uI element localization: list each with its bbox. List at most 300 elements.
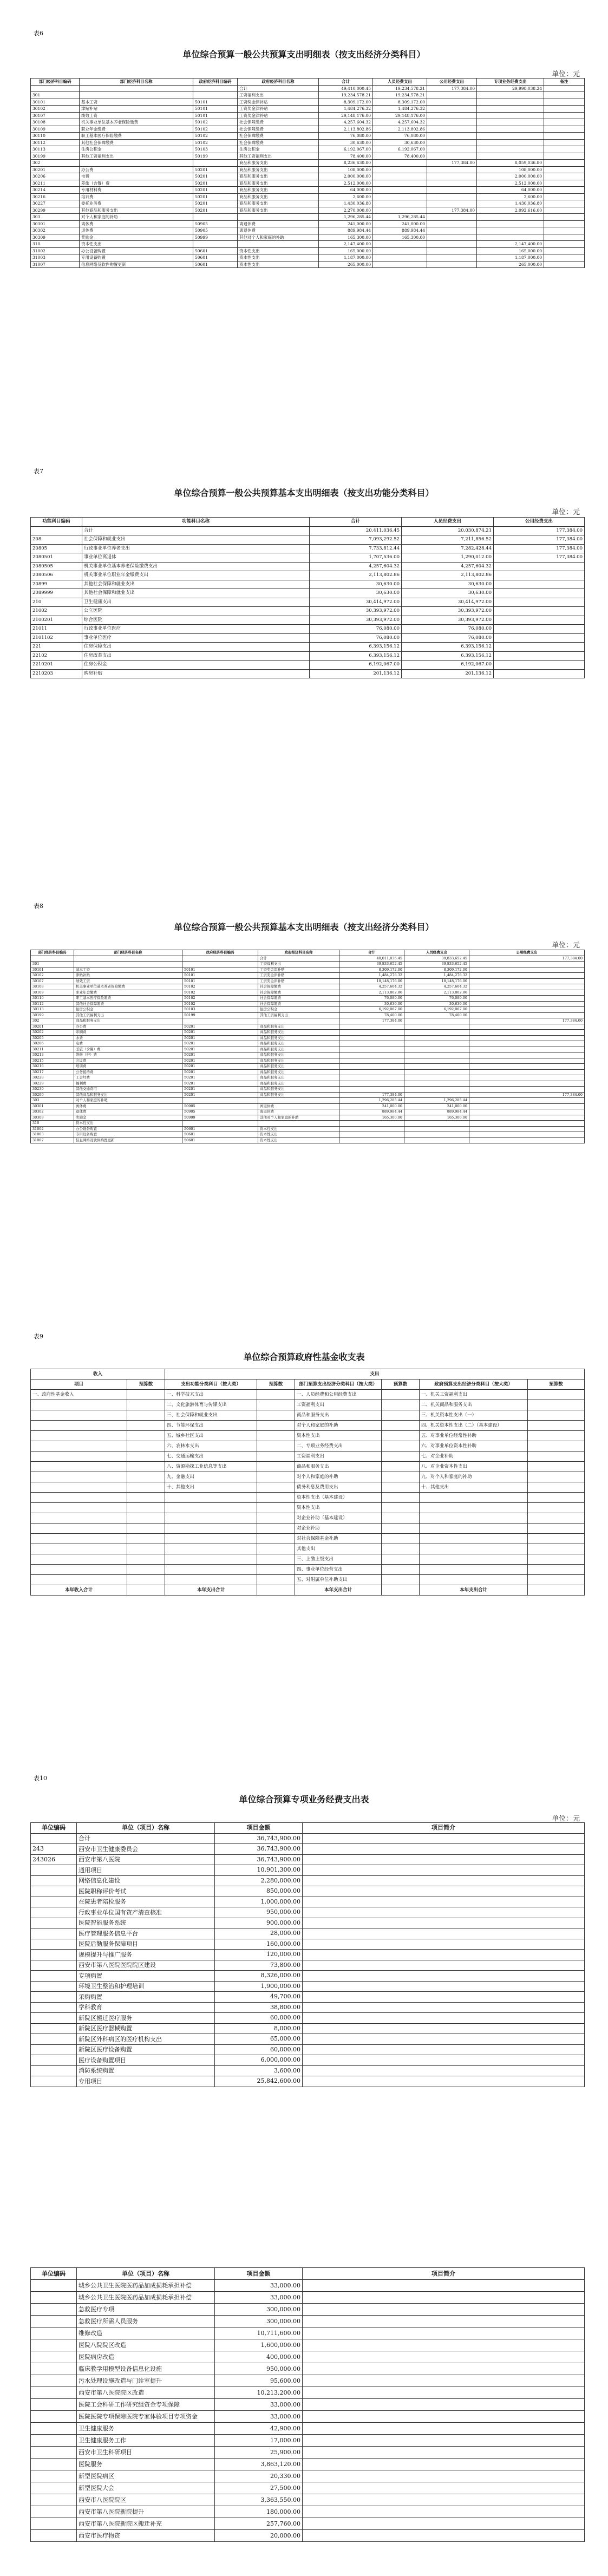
table-cell: 2,113,802.86 [402,571,494,580]
table-cell [469,984,585,990]
table-row [31,1544,585,1554]
total-expense-label: 本年支出合计 [420,1585,528,1596]
table-cell [544,200,585,207]
table-cell: 108,000.00 [319,166,373,173]
table-row [31,1493,585,1503]
column-header: 政府经济科目名称 [258,950,339,956]
table-cell: 行政事业单位国有资产清查核准 [77,1907,215,1918]
header-row [31,1379,585,1390]
table-cell: 300,000.00 [215,2304,303,2316]
table-cell: 商品和服务支出 [238,193,319,200]
table-cell [182,1098,258,1104]
table-cell: 30217 [31,1069,74,1075]
table-cell [257,1534,295,1544]
table-cell: 机关事业单位职业年金缴费支出 [82,571,310,580]
table-cell: 1,430,036.80 [319,200,373,207]
table-cell [127,1524,165,1534]
table-cell: 资本性支出 [258,1137,339,1143]
table-row [31,2363,585,2375]
table-cell: 30206 [31,173,80,180]
table-cell: 差旅（含餐）费 [74,1047,182,1052]
table-cell [494,616,585,625]
table-cell: 30299 [31,1092,74,1098]
table-row [31,580,585,589]
table-cell [427,227,477,234]
table-cell: 30206 [31,1041,74,1047]
table-cell [303,1897,585,1907]
table-cell [31,2055,77,2066]
table-row [31,2013,585,2024]
table-cell: 33,000.00 [215,2280,303,2292]
table-cell [404,1052,469,1058]
table-cell [127,1554,165,1565]
table-cell: 网络信息化建设 [77,1875,215,1886]
table-cell: 2210203 [31,669,82,678]
table-cell [528,1534,585,1544]
table-cell: 31007 [31,1137,74,1143]
table-cell: 50905 [193,220,238,227]
table-cell [544,126,585,133]
table-cell: 30113 [31,1007,74,1013]
table-cell [382,1554,420,1565]
table-cell: 一、科学技术支出 [165,1390,257,1400]
table-cell: 177,384.00 [469,956,585,962]
table-cell [544,119,585,126]
table-cell: 6,393,156.12 [310,651,402,661]
table-cell [238,241,319,248]
table-cell [303,2399,585,2411]
table-cell [165,1503,257,1513]
column-header: 部门经济科目编码 [31,950,74,956]
table-row [31,1939,585,1950]
table-cell: 一、机关工资福利支出 [420,1390,528,1400]
table-row [31,180,585,187]
table-cell [494,633,585,643]
table-cell: 1,600,000.00 [215,2339,303,2351]
table-cell [469,990,585,996]
table-cell: 21002 [31,607,82,616]
total-row [31,1585,585,1596]
table-cell: 243026 [31,1854,77,1865]
table-row [31,616,585,625]
column-header: 部门经济科目名称 [74,950,182,956]
income-group-header: 收入 [31,1369,165,1379]
table-row [31,1390,585,1400]
table-cell [382,1452,420,1462]
table-cell: 20,411,036.45 [310,526,402,535]
table-cell: 78,400.00 [404,1012,469,1018]
table-cell: 社会保障缴费 [258,996,339,1002]
table-cell: 1,900,000.00 [215,1981,303,1992]
table-cell: 对个人和家庭的补助 [80,214,193,221]
table-cell [544,220,585,227]
table-cell: 64,000.00 [319,187,373,194]
table-cell: 50999 [193,234,238,241]
table-cell: 商品和服务支出 [238,187,319,194]
table-cell: 办公设备购置 [80,247,193,254]
table-cell: 培训费 [74,1064,182,1070]
table-cell [404,1041,469,1047]
table-cell: 6,393,156.12 [402,651,494,661]
table-cell: 合计 [258,956,339,962]
table-cell: 其他社会保障缴费 [80,139,193,146]
table-row [31,1400,585,1410]
unit-label: 单位：元 [551,508,580,516]
table-cell: 住房改革支出 [82,651,310,661]
table-cell: 30309 [31,1115,74,1121]
table-cell [257,1400,295,1410]
table-cell [339,1064,404,1070]
table-cell [31,2482,77,2494]
table-cell [528,1472,585,1482]
table-cell: 18,148,176.00 [404,978,469,984]
table-cell: 九、对个人和家庭的补助 [420,1472,528,1482]
table-cell [427,106,477,113]
table-cell: 新型医院大会 [77,2482,215,2494]
table-cell: 公务接待费 [74,1069,182,1075]
table-cell: 50201 [193,200,238,207]
table-row [31,261,585,268]
table-cell: 西安市第八医院新院提升 [77,2506,215,2518]
table-cell: 33,000.00 [215,2411,303,2423]
table-cell [427,153,477,160]
table-row [31,1030,585,1036]
table-cell [303,1865,585,1876]
table-cell: 25,900.00 [215,2447,303,2459]
table-cell [469,1001,585,1007]
table-cell: 行政事业单位养老支出 [82,544,310,553]
table-cell [303,2411,585,2423]
table-cell: 1,187,000.00 [477,254,544,261]
table-cell: 资本性支出 [80,241,193,248]
table-cell [31,2023,77,2034]
table-cell: 西安市第八医院院区改造 [77,2387,215,2399]
table-row [31,1844,585,1855]
table-cell: 一、政府性基金收入 [31,1390,127,1400]
table-cell: 50201 [193,173,238,180]
table-row [31,193,585,200]
table-cell: 30,630.00 [373,139,427,146]
table-cell [477,220,544,227]
table-cell [339,1069,404,1075]
table-row [31,173,585,180]
table-row [31,2447,585,2459]
table-number: 表9 [34,1333,43,1340]
table-cell [477,133,544,140]
table-cell: 城乡公共卫生医院医药品加成损耗承担补偿 [77,2280,215,2292]
table-cell: 2,092,616.00 [477,207,544,214]
table-cell: 42,900.00 [215,2423,303,2435]
table-cell [427,220,477,227]
table-row [31,973,585,979]
table-cell: 50201 [193,207,238,214]
table-cell [544,227,585,234]
table-cell: 采购购置 [77,1992,215,2003]
table-cell: 30199 [31,153,80,160]
table-cell: 资本性支出 [295,1503,382,1513]
table-cell: 十、其他支出 [420,1482,528,1493]
table-cell [303,2002,585,2013]
table-cell: 30107 [31,978,74,984]
table-cell [528,1410,585,1421]
table-cell: 50905 [193,227,238,234]
table-cell: 6,192,067.00 [319,146,373,153]
table-number: 表8 [34,903,43,910]
table-cell: 其他社会保障缴费 [74,1001,182,1007]
table-cell: 五、对事业单位经常性补助 [420,1431,528,1441]
table-cell: 事业单位医疗 [82,633,310,643]
table-cell [31,2013,77,2024]
table-cell: 社会保障缴费 [258,1001,339,1007]
total-expense-label: 本年支出合计 [165,1585,257,1596]
table7 [30,517,585,678]
table-cell: 津贴补贴 [74,973,182,979]
table-cell: 住房公积金 [258,1007,339,1013]
table-cell: 1,484,276.32 [339,973,404,979]
table-cell: 专用设备购置 [80,254,193,261]
table-cell [127,1493,165,1503]
table-cell [404,1064,469,1070]
table-cell: 2,000,000.00 [477,173,544,180]
table-cell: 社会保障和就业支出 [82,535,310,545]
table9 [30,1369,585,1596]
table-cell: 64,000.00 [477,187,544,194]
table-cell [303,1939,585,1950]
table-cell: 29,148,176.00 [373,112,427,119]
table-cell [31,1971,77,1982]
table-cell: 西安市第八医院医院院区建设 [77,1960,215,1971]
table-cell [31,2363,77,2375]
table-cell [303,2034,585,2045]
table-cell: 78,400.00 [373,153,427,160]
table-row [31,1098,585,1104]
table-cell [339,1132,404,1138]
table-cell [469,1137,585,1143]
table-cell: 奖励金 [74,1115,182,1121]
unit-label: 单位：元 [551,1815,580,1823]
table-number: 表10 [34,1775,47,1782]
table-cell [257,1441,295,1452]
table-row [31,119,585,126]
table-cell: 165,300.00 [319,234,373,241]
table-cell: 50601 [182,1126,258,1132]
table-cell: 医院后勤服务保障项目 [77,1939,215,1950]
table-row [31,2470,585,2482]
table-cell: 30201 [31,166,80,173]
table-cell: 其他支出 [295,1544,382,1554]
table-cell: 规模提升与推广服务 [77,1950,215,1960]
table-cell [339,1121,404,1127]
column-header: 支出功能分类科目（按大类） [165,1379,257,1390]
table-cell: 30211 [31,1047,74,1052]
table-cell [544,160,585,167]
column-header: 单位编码 [31,2268,77,2280]
table-cell [257,1524,295,1534]
table-cell: 177,384.00 [494,544,585,553]
table-row [31,598,585,607]
table-cell [182,956,258,962]
table-cell: 对个人和家庭的补助 [295,1472,382,1482]
table-cell: 6,192,067.00 [404,1007,469,1013]
table-cell [31,2518,77,2530]
table-cell: 50201 [182,1069,258,1075]
table-cell [303,2339,585,2351]
table-cell: 八、资源勘探工业信息等支出 [165,1462,257,1472]
table-cell: 2,113,802.86 [319,126,373,133]
table-row [31,1001,585,1007]
table-cell: 900,000.00 [215,1918,303,1928]
table-cell: 工资奖金津补贴 [258,967,339,973]
table-cell: 职工基本医疗保险缴费 [80,133,193,140]
table-row [31,1041,585,1047]
table-cell: 20,000.00 [215,2530,303,2542]
table-row [31,1103,585,1109]
table-cell: 31002 [31,1126,74,1132]
table-cell [303,1854,585,1865]
column-header: 部门经济科目编码 [31,79,80,86]
table-cell: 西安市卫生健康委员会 [77,1844,215,1855]
table-cell: 医疗设备购置项目 [77,2055,215,2066]
table-cell: 201,136.12 [310,669,402,678]
table-cell: 医院八院院区改造 [77,2339,215,2351]
table-row [31,1462,585,1472]
table-cell: 资本性支出（基本建设） [295,1493,382,1503]
table-row [31,153,585,160]
column-header: 备注 [544,79,585,86]
table-row [31,2044,585,2055]
header-row [31,518,585,527]
table-cell [31,2044,77,2055]
table-cell [193,160,238,167]
table-cell: 30109 [31,990,74,996]
total-value-cell [127,1585,165,1596]
table-row [31,241,585,248]
table-cell: 400,000.00 [215,2351,303,2363]
unit-label: 单位：元 [551,942,580,950]
table-cell [528,1565,585,1575]
table-cell: 50201 [182,1087,258,1093]
column-header: 公用经费支出 [427,79,477,86]
table-cell [193,241,238,248]
table-row [31,214,585,221]
table-cell [544,92,585,99]
table-cell: 6,192,067.00 [310,661,402,670]
table-cell: 资本性支出 [295,1431,382,1441]
table-cell [31,1503,127,1513]
table-cell: 30301 [31,1103,74,1109]
table-cell: 商品和服务支出 [74,1018,182,1024]
table-cell: 环境卫生整治和护理培训 [77,1981,215,1992]
table-row [31,607,585,616]
table-cell: 1,000,000.00 [215,1897,303,1907]
table-cell: 30199 [31,1012,74,1018]
table-cell [420,1503,528,1513]
table-cell [127,1544,165,1554]
table-cell [427,99,477,106]
table-cell [404,1018,469,1024]
table-cell: 医院医院专项保障医院专家体验项目专项资金 [77,2411,215,2423]
table-cell: 30,393,972.00 [310,607,402,616]
table-cell: 西安市八医院院区 [77,2494,215,2506]
table-cell [544,112,585,119]
table-cell: 二、专项业务经费支出 [295,1441,382,1452]
table-cell: 302 [31,1018,74,1024]
table-cell [404,1126,469,1132]
table-cell [382,1390,420,1400]
table-cell: 社会保障缴费 [238,119,319,126]
table-row [31,544,585,553]
table-cell [31,1400,127,1410]
table-title: 单位综合预算专项业务经费支出表 [239,1794,369,1804]
table-cell: 950,000.00 [215,2363,303,2375]
table-cell [544,180,585,187]
table-cell [382,1565,420,1575]
table-cell: 30299 [31,207,80,214]
table-cell: 60,000.00 [215,2013,303,2024]
table8 [30,950,585,1143]
table-cell [258,1121,339,1127]
table-cell [31,956,74,962]
table-row [31,85,585,92]
table-cell: 241,000.00 [319,220,373,227]
table-cell: 301 [31,962,74,967]
table-cell: 30110 [31,996,74,1002]
table-row [31,2002,585,2013]
table-cell: 30229 [31,1081,74,1087]
table-cell: 基本工资 [74,967,182,973]
table-cell: 120,000.00 [215,1950,303,1960]
table-cell [477,126,544,133]
table-cell: 29,998,038.24 [477,85,544,92]
table-row [31,1907,585,1918]
table-cell [31,2459,77,2470]
table-cell [544,261,585,268]
table-cell: 住房公积金 [80,146,193,153]
table-row [31,956,585,962]
table-row [31,526,585,535]
table-cell: 1,484,276.32 [404,973,469,979]
table-number: 表6 [34,30,43,37]
table-cell: 7,093,292.52 [310,535,402,545]
table-cell: 印刷费 [74,1030,182,1036]
table-row [31,1503,585,1513]
table-cell: 新型医院病区 [77,2470,215,2482]
table-cell [303,2435,585,2447]
table-cell: 医院服务 [77,2459,215,2470]
table-cell [80,85,193,92]
table-cell [257,1410,295,1421]
table-cell [373,187,427,194]
table-cell [427,92,477,99]
table-cell: 新院区外科病区的医疗机构支出 [77,2034,215,2045]
table-cell [31,2339,77,2351]
table-cell: 50601 [193,247,238,254]
table-cell: 10,213,200.00 [215,2387,303,2399]
table-row [31,1035,585,1041]
table-row [31,1007,585,1013]
table-cell: 商品和服务支出 [238,180,319,187]
table-cell: 2,147,400.00 [477,241,544,248]
table-cell: 十、其他支出 [165,1482,257,1493]
column-header: 预算数 [257,1379,295,1390]
table-cell: 2,000,000.00 [319,173,373,180]
table-row [31,1928,585,1939]
table-cell: 四、事业单位经营支出 [295,1565,382,1575]
table-cell [165,1534,257,1544]
table-cell [404,1069,469,1075]
table-row [31,1081,585,1087]
table-cell: 8,309,172.00 [339,967,404,973]
